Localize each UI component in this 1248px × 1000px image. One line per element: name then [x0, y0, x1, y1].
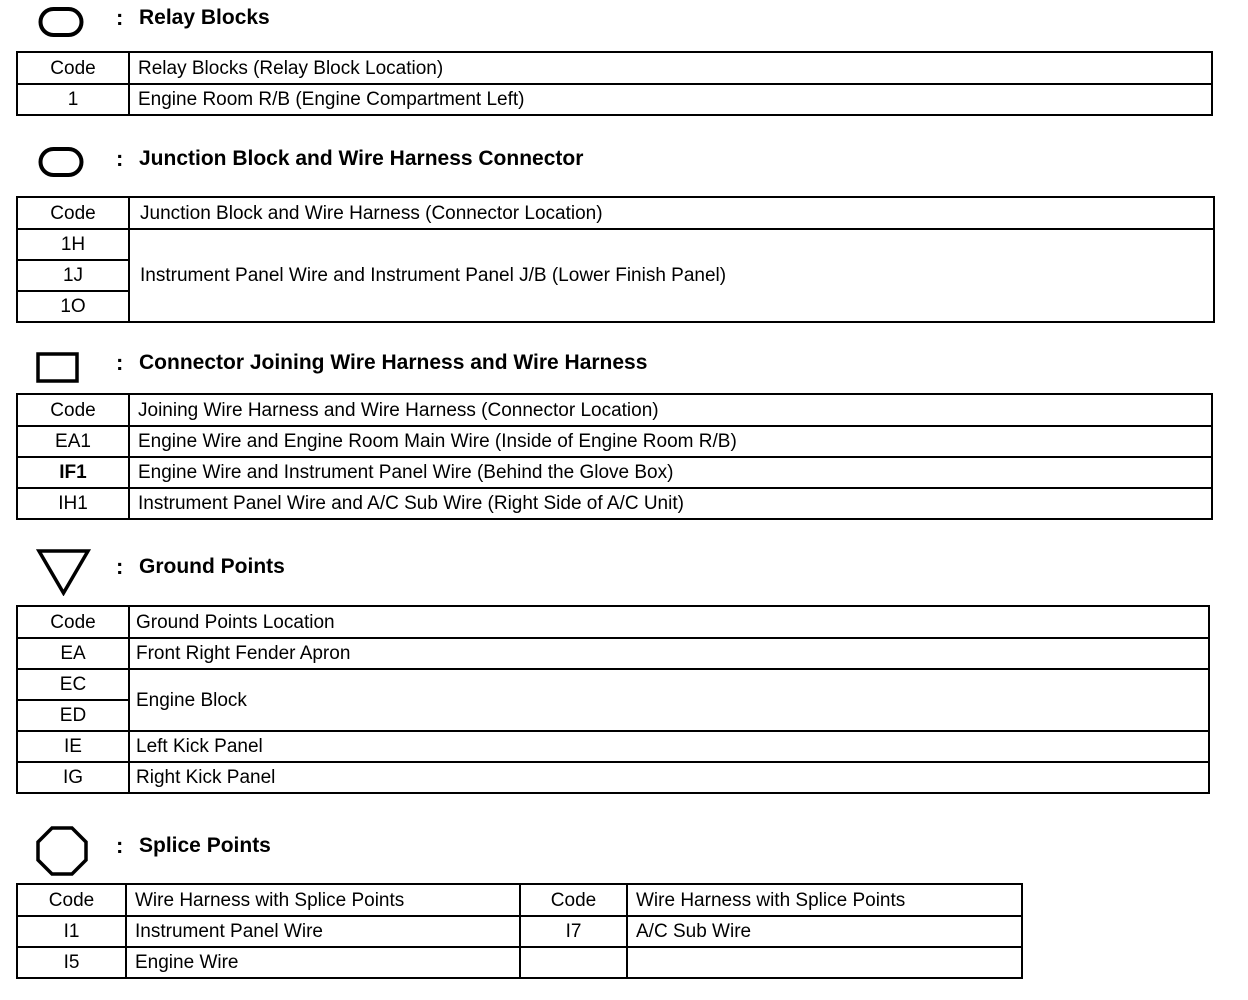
row-code: 1J: [17, 260, 129, 291]
row-code: I1: [17, 916, 126, 947]
row-code: I7: [520, 916, 627, 947]
header-code: Code: [17, 394, 129, 426]
table-header-row: [17, 606, 1209, 638]
row-description: Instrument Panel Wire and Instrument Panel J/B (Lower Finish Panel): [129, 229, 1214, 322]
header-description: Junction Block and Wire Harness (Connector Location): [129, 197, 1214, 229]
row-description: A/C Sub Wire: [627, 916, 1022, 947]
row-description: Engine Wire and Engine Room Main Wire (Inside of Engine Room R/B): [129, 426, 1212, 457]
connector-joining-table: [16, 393, 1213, 520]
table-header-row: [17, 197, 1214, 229]
splice-points-table: [16, 883, 1023, 979]
junction-block-table: [16, 196, 1215, 323]
table-row: [17, 488, 1212, 519]
row-description: [627, 947, 1022, 978]
section-colon: :: [116, 146, 124, 171]
row-code: I5: [17, 947, 126, 978]
row-code: 1H: [17, 229, 129, 260]
table-row: [17, 84, 1212, 115]
table-row: [17, 638, 1209, 669]
row-code: [520, 947, 627, 978]
section-title-splice-points: Splice Points: [139, 834, 271, 857]
header-description: Wire Harness with Splice Points: [627, 884, 1022, 916]
octagon-icon: [36, 826, 88, 876]
row-code: ED: [17, 700, 129, 731]
row-description: Left Kick Panel: [129, 731, 1209, 762]
table-header-row: [17, 394, 1212, 426]
row-code: 1O: [17, 291, 129, 322]
section-colon: :: [116, 5, 124, 30]
row-description: Right Kick Panel: [129, 762, 1209, 793]
table-row: [17, 731, 1209, 762]
row-description: Engine Wire: [126, 947, 520, 978]
rounded-oval-icon: [38, 146, 84, 178]
table-row: [17, 669, 1209, 700]
table-row: [17, 426, 1212, 457]
row-description: Instrument Panel Wire: [126, 916, 520, 947]
rounded-oval-icon: [38, 6, 84, 38]
rectangle-icon: [36, 352, 80, 384]
row-description: Engine Wire and Instrument Panel Wire (Behind the Glove Box): [129, 457, 1212, 488]
header-code: Code: [17, 884, 126, 916]
section-colon: :: [116, 554, 124, 579]
table-row: [17, 916, 1022, 947]
row-code: IF1: [17, 457, 129, 488]
section-colon: :: [116, 350, 124, 375]
section-title-connector-joining: Connector Joining Wire Harness and Wire Harness: [139, 351, 648, 374]
row-description: Instrument Panel Wire and A/C Sub Wire (Right Side of A/C Unit): [129, 488, 1212, 519]
section-colon: :: [116, 833, 124, 858]
header-description: Relay Blocks (Relay Block Location): [129, 52, 1212, 84]
row-code: 1: [17, 84, 129, 115]
triangle-down-icon: [36, 548, 92, 596]
section-title-ground-points: Ground Points: [139, 555, 285, 578]
table-row: [17, 762, 1209, 793]
row-code: EA: [17, 638, 129, 669]
row-description: Front Right Fender Apron: [129, 638, 1209, 669]
row-code: IG: [17, 762, 129, 793]
row-code: IE: [17, 731, 129, 762]
header-code: Code: [17, 52, 129, 84]
header-description: Wire Harness with Splice Points: [126, 884, 520, 916]
row-description: Engine Block: [129, 669, 1209, 731]
table-header-row: [17, 884, 1022, 916]
header-code: Code: [520, 884, 627, 916]
ground-points-table: [16, 605, 1210, 794]
header-code: Code: [17, 606, 129, 638]
row-description: Engine Room R/B (Engine Compartment Left): [129, 84, 1212, 115]
section-title-relay-blocks: Relay Blocks: [139, 6, 270, 29]
table-row: [17, 457, 1212, 488]
table-header-row: [17, 52, 1212, 84]
relay-blocks-table: [16, 51, 1213, 116]
section-title-junction-block: Junction Block and Wire Harness Connector: [139, 147, 584, 170]
row-code: EA1: [17, 426, 129, 457]
header-description: Joining Wire Harness and Wire Harness (Connector Location): [129, 394, 1212, 426]
header-code: Code: [17, 197, 129, 229]
row-code: IH1: [17, 488, 129, 519]
row-code: EC: [17, 669, 129, 700]
header-description: Ground Points Location: [129, 606, 1209, 638]
table-row: [17, 947, 1022, 978]
table-row: [17, 229, 1214, 260]
